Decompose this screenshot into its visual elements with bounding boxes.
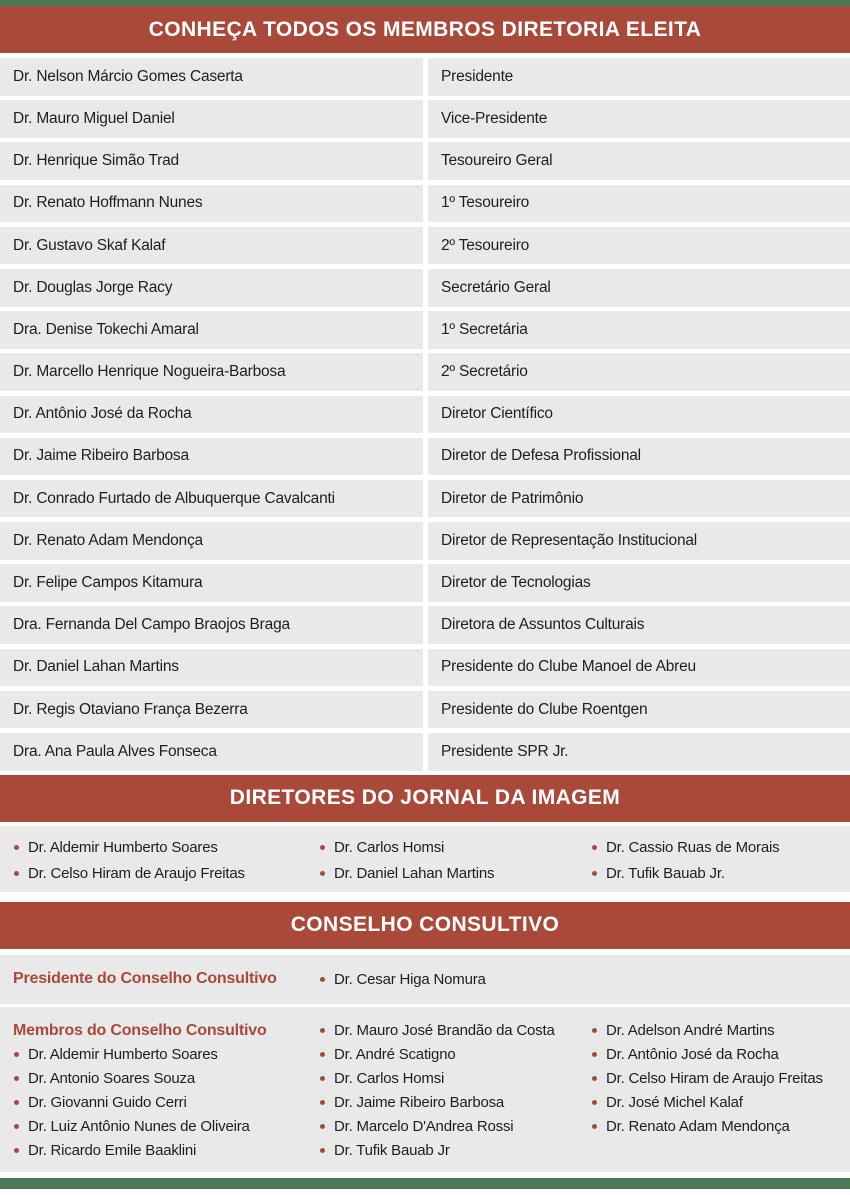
list-item xyxy=(306,1043,578,1067)
table-row xyxy=(0,480,850,518)
director-name: Dr. Tufik Bauab Jr. xyxy=(606,865,725,883)
table-row xyxy=(0,311,850,349)
member-name: Dr. Renato Hoffmann Nunes xyxy=(0,185,423,223)
member-name: Dr. Marcello Henrique Nogueira-Barbosa xyxy=(0,353,423,391)
jornal-column-3 xyxy=(578,835,850,892)
bullet-icon xyxy=(14,1148,19,1153)
member-role: 2º Tesoureiro xyxy=(428,227,850,265)
member-name: Dr. Jaime Ribeiro Barbosa xyxy=(334,1094,505,1112)
member-role: Presidente SPR Jr. xyxy=(428,733,850,771)
bullet-icon xyxy=(320,845,325,850)
member-name: Dr. Renato Adam Mendonça xyxy=(0,522,423,560)
list-item xyxy=(306,966,578,992)
list-item xyxy=(578,1091,850,1115)
member-role: Secretário Geral xyxy=(428,269,850,307)
members-column-3 xyxy=(578,1019,850,1172)
member-role: Diretor de Representação Institucional xyxy=(428,522,850,560)
bullet-icon xyxy=(320,977,325,982)
banner-conselho xyxy=(0,902,850,949)
director-name: Dr. Celso Hiram de Araujo Freitas xyxy=(28,865,245,883)
list-item xyxy=(0,1091,306,1115)
list-item xyxy=(578,835,850,861)
member-name: Dr. Felipe Campos Kitamura xyxy=(0,564,423,602)
bullet-icon xyxy=(320,1124,325,1129)
member-name: Dr. Giovanni Guido Cerri xyxy=(28,1094,187,1112)
council-members-block xyxy=(0,1007,850,1172)
member-role: Presidente do Clube Manoel de Abreu xyxy=(428,649,850,687)
member-role: Diretor de Tecnologias xyxy=(428,564,850,602)
jornal-column-2 xyxy=(306,835,578,892)
table-row xyxy=(0,438,850,476)
member-name: Dr. Renato Adam Mendonça xyxy=(606,1118,790,1136)
table-row xyxy=(0,564,850,602)
member-role: Diretor de Patrimônio xyxy=(428,480,850,518)
member-name: Dr. André Scatigno xyxy=(334,1046,456,1064)
member-name: Dr. José Michel Kalaf xyxy=(606,1094,743,1112)
list-item xyxy=(306,1019,578,1043)
list-item xyxy=(578,1067,850,1091)
banner-jornal xyxy=(0,775,850,822)
member-name: Dr. Nelson Márcio Gomes Caserta xyxy=(0,58,423,96)
table-row xyxy=(0,353,850,391)
member-name: Dr. Carlos Homsi xyxy=(334,1070,445,1088)
list-item xyxy=(578,861,850,887)
table-row xyxy=(0,396,850,434)
banner-diretoria-title: CONHEÇA TODOS OS MEMBROS DIRETORIA ELEITA xyxy=(148,17,702,41)
table-row xyxy=(0,522,850,560)
member-name: Dr. Celso Hiram de Araujo Freitas xyxy=(606,1070,823,1088)
table-row xyxy=(0,606,850,644)
member-name: Dr. Mauro José Brandão da Costa xyxy=(334,1022,555,1040)
list-item xyxy=(306,861,578,887)
table-row xyxy=(0,649,850,687)
member-name: Dr. Gustavo Skaf Kalaf xyxy=(0,227,423,265)
member-name: Dr. Mauro Miguel Daniel xyxy=(0,100,423,138)
member-name: Dr. Adelson André Martins xyxy=(606,1022,775,1040)
bullet-icon xyxy=(320,1076,325,1081)
bullet-icon xyxy=(14,1124,19,1129)
member-role: Presidente xyxy=(428,58,850,96)
member-name: Dr. Aldemir Humberto Soares xyxy=(28,1046,218,1064)
list-item xyxy=(0,1043,306,1067)
table-row xyxy=(0,100,850,138)
bullet-icon xyxy=(320,1148,325,1153)
bullet-icon xyxy=(320,1028,325,1033)
member-name: Dr. Regis Otaviano França Bezerra xyxy=(0,691,423,729)
bullet-icon xyxy=(592,845,597,850)
member-name: Dra. Ana Paula Alves Fonseca xyxy=(0,733,423,771)
bullet-icon xyxy=(14,1100,19,1105)
member-role: 1º Tesoureiro xyxy=(428,185,850,223)
bullet-icon xyxy=(320,871,325,876)
director-name: Dr. Aldemir Humberto Soares xyxy=(28,839,218,857)
member-role: Tesoureiro Geral xyxy=(428,142,850,180)
list-item xyxy=(0,1115,306,1139)
bullet-icon xyxy=(14,871,19,876)
jornal-directors-block xyxy=(0,826,850,892)
member-name: Dr. Antônio José da Rocha xyxy=(0,396,423,434)
council-president-label-col xyxy=(0,970,306,988)
council-president-name: Dr. Cesar Higa Nomura xyxy=(334,970,486,988)
council-members-heading-line xyxy=(0,1019,306,1043)
bullet-icon xyxy=(592,1052,597,1057)
member-name: Dr. Conrado Furtado de Albuquerque Cavalcanti xyxy=(0,480,423,518)
member-name: Dr. Daniel Lahan Martins xyxy=(0,649,423,687)
member-name: Dra. Denise Tokechi Amaral xyxy=(0,311,423,349)
list-item xyxy=(306,1139,578,1163)
member-role: Diretora de Assuntos Culturais xyxy=(428,606,850,644)
bullet-icon xyxy=(320,1100,325,1105)
bullet-icon xyxy=(592,1100,597,1105)
bullet-icon xyxy=(14,1076,19,1081)
member-name: Dr. Ricardo Emile Baaklini xyxy=(28,1142,197,1160)
member-name: Dr. Douglas Jorge Racy xyxy=(0,269,423,307)
banner-jornal-title: DIRETORES DO JORNAL DA IMAGEM xyxy=(229,786,621,810)
member-role: 2º Secretário xyxy=(428,353,850,391)
member-name: Dr. Antônio José da Rocha xyxy=(606,1046,779,1064)
bottom-green-strip xyxy=(0,1178,850,1189)
member-name: Dr. Tufik Bauab Jr xyxy=(334,1142,450,1160)
member-name: Dr. Jaime Ribeiro Barbosa xyxy=(0,438,423,476)
list-item xyxy=(0,1139,306,1163)
director-name: Dr. Carlos Homsi xyxy=(334,839,445,857)
council-president-heading: Presidente do Conselho Consultivo xyxy=(13,970,277,988)
list-item xyxy=(0,1067,306,1091)
list-item xyxy=(306,1091,578,1115)
table-row xyxy=(0,269,850,307)
director-name: Dr. Daniel Lahan Martins xyxy=(334,865,495,883)
list-item xyxy=(0,835,306,861)
bullet-icon xyxy=(14,845,19,850)
member-name: Dr. Marcelo D'Andrea Rossi xyxy=(334,1118,514,1136)
diretoria-table xyxy=(0,58,850,771)
banner-diretoria xyxy=(0,6,850,53)
council-president-block xyxy=(0,955,850,1004)
list-item xyxy=(306,835,578,861)
members-column-1 xyxy=(0,1019,306,1172)
director-name: Dr. Cassio Ruas de Morais xyxy=(606,839,780,857)
table-row xyxy=(0,733,850,771)
list-item xyxy=(306,1115,578,1139)
list-item xyxy=(306,1067,578,1091)
council-members-heading: Membros do Conselho Consultivo xyxy=(13,1021,267,1039)
member-name: Dr. Henrique Simão Trad xyxy=(0,142,423,180)
member-role: Vice-Presidente xyxy=(428,100,850,138)
members-column-2 xyxy=(306,1019,578,1172)
table-row xyxy=(0,58,850,96)
bullet-icon xyxy=(592,1028,597,1033)
council-president-name-col xyxy=(306,966,578,992)
member-role: Presidente do Clube Roentgen xyxy=(428,691,850,729)
banner-conselho-title: CONSELHO CONSULTIVO xyxy=(290,913,560,937)
list-item xyxy=(578,1019,850,1043)
list-item xyxy=(578,1115,850,1139)
member-name: Dra. Fernanda Del Campo Braojos Braga xyxy=(0,606,423,644)
table-row xyxy=(0,691,850,729)
member-role: Diretor Científico xyxy=(428,396,850,434)
list-item xyxy=(0,861,306,887)
bullet-icon xyxy=(320,1052,325,1057)
jornal-column-1 xyxy=(0,835,306,892)
bullet-icon xyxy=(592,1076,597,1081)
member-name: Dr. Luiz Antônio Nunes de Oliveira xyxy=(28,1118,250,1136)
member-role: 1º Secretária xyxy=(428,311,850,349)
bullet-icon xyxy=(592,1124,597,1129)
table-row xyxy=(0,142,850,180)
bullet-icon xyxy=(592,871,597,876)
member-role: Diretor de Defesa Profissional xyxy=(428,438,850,476)
member-name: Dr. Antonio Soares Souza xyxy=(28,1070,195,1088)
list-item xyxy=(578,1043,850,1067)
table-row xyxy=(0,185,850,223)
table-row xyxy=(0,227,850,265)
bullet-icon xyxy=(14,1052,19,1057)
